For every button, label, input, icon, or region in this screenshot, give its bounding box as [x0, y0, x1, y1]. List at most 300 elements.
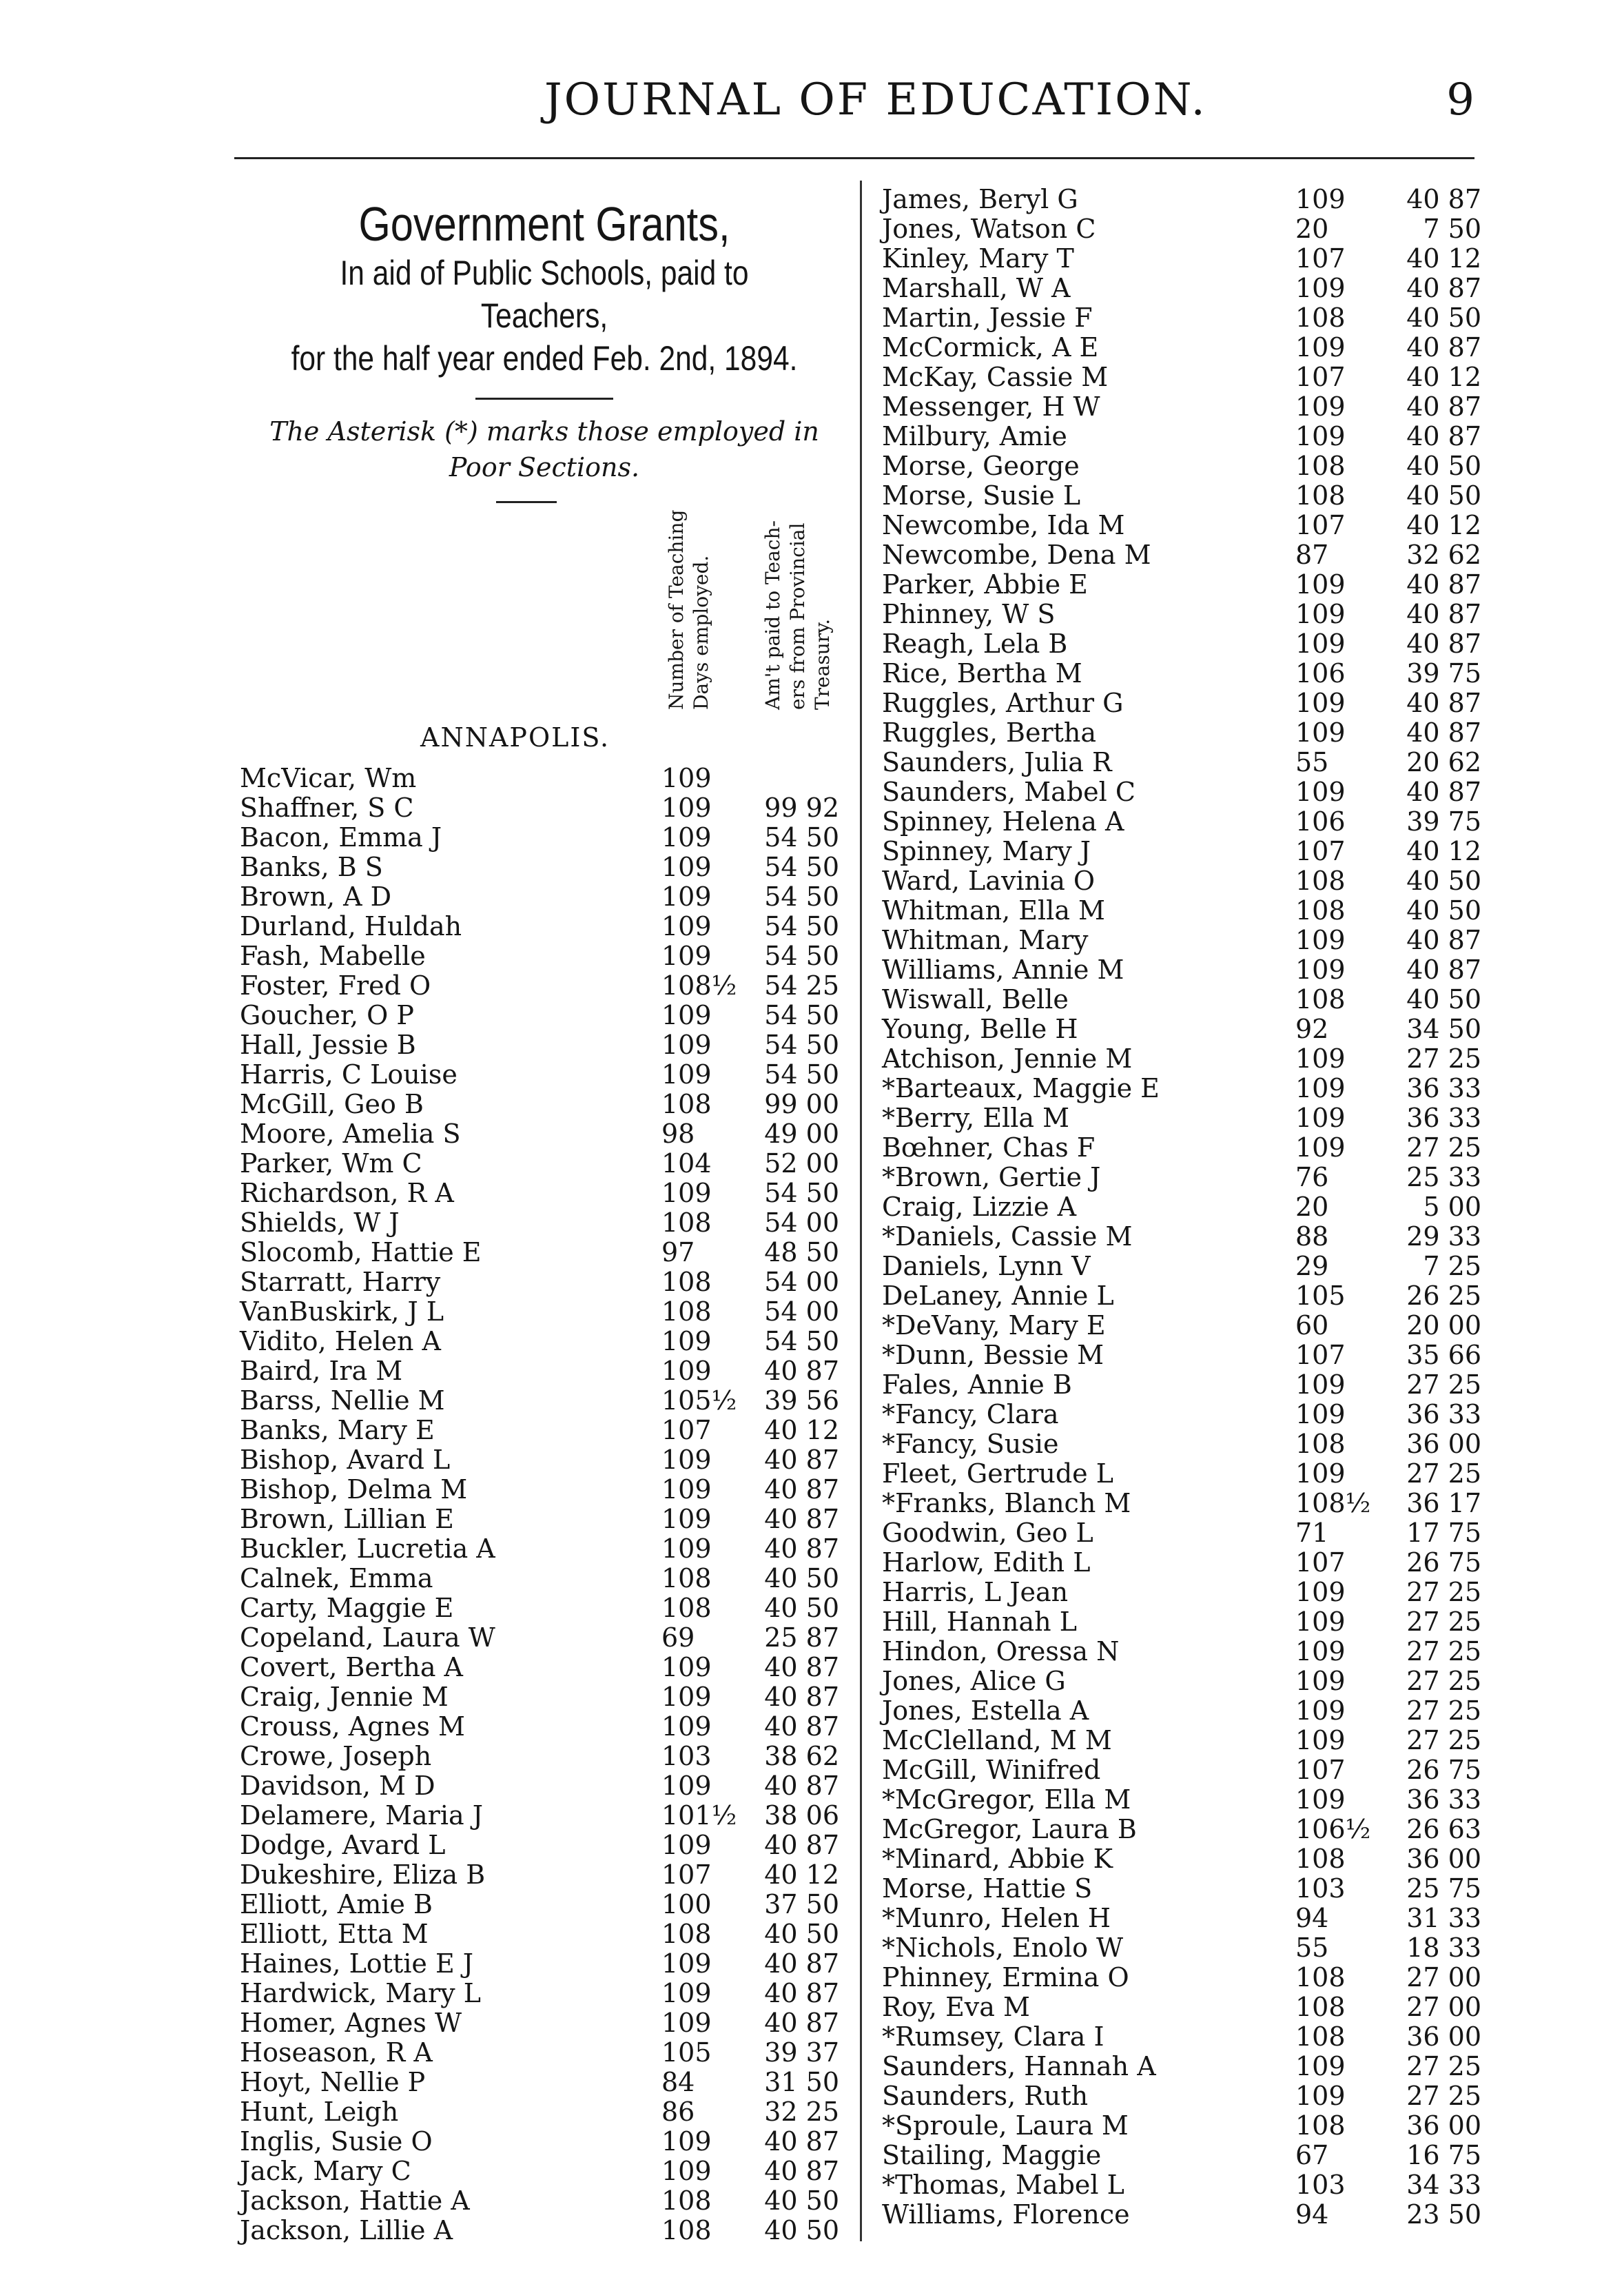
teacher-name: Kinley, Mary T: [882, 243, 1074, 274]
table-row: [882, 303, 1488, 333]
days-employed: 109: [661, 1445, 712, 1475]
days-employed: 109: [1295, 1458, 1346, 1489]
days-employed: 98: [661, 1119, 695, 1149]
amount-paid: 40 50: [764, 1919, 839, 1949]
amount-paid: 40 87: [764, 1652, 839, 1682]
teacher-name: Homer, Agnes W: [240, 2008, 462, 2038]
teacher-name: Harris, L Jean: [882, 1577, 1069, 1607]
amount-paid: 54 25: [764, 970, 839, 1001]
teacher-name: Elliott, Amie B: [240, 1889, 433, 1919]
amount-paid: 20 00: [1406, 1310, 1481, 1341]
teacher-name: Parker, Abbie E: [882, 569, 1088, 600]
days-employed: 109: [661, 793, 712, 823]
teacher-name: McClelland, M M: [882, 1725, 1112, 1755]
teacher-name: *McGregor, Ella M: [882, 1784, 1131, 1815]
amount-paid: 54 50: [764, 881, 839, 912]
days-employed: 108: [661, 1919, 712, 1949]
teacher-name: Goodwin, Geo L: [882, 1518, 1093, 1548]
days-employed: 109: [1295, 777, 1346, 807]
teacher-name: Baird, Ira M: [240, 1356, 403, 1386]
table-row: [882, 1518, 1488, 1548]
header-rule: [234, 157, 1474, 159]
days-employed: 94: [1295, 1903, 1329, 1933]
teacher-name: Spinney, Helena A: [882, 806, 1124, 837]
teacher-name: Harlow, Edith L: [882, 1547, 1091, 1578]
amount-paid: 40 87: [764, 1771, 839, 1801]
amount-paid: 17 75: [1406, 1518, 1481, 1548]
teacher-name: Phinney, W S: [882, 599, 1056, 629]
amount-paid: 36 33: [1406, 1103, 1481, 1133]
amount-paid: 40 87: [764, 1445, 839, 1475]
table-row: [240, 1149, 846, 1179]
table-row: [882, 748, 1488, 777]
days-employed: 20: [1295, 1192, 1329, 1222]
teacher-name: *Fancy, Susie: [882, 1429, 1059, 1459]
teacher-name: DeLaney, Annie L: [882, 1281, 1114, 1311]
teacher-name: Davidson, M D: [240, 1771, 435, 1801]
days-employed: 109: [1295, 1369, 1346, 1400]
asterisk-note-line-2: Poor Sections.: [449, 452, 640, 482]
amount-paid: 40 87: [1406, 777, 1481, 807]
table-row: [882, 1311, 1488, 1341]
amount-paid: 54 00: [764, 1207, 839, 1238]
teacher-name: *DeVany, Mary E: [882, 1310, 1106, 1341]
teacher-name: McGill, Geo B: [240, 1089, 424, 1119]
days-employed: 109: [661, 1356, 712, 1386]
table-row: [882, 1963, 1488, 1993]
table-row: [240, 1564, 846, 1593]
county-heading: ANNAPOLIS.: [420, 722, 610, 753]
amount-paid: 54 50: [764, 1326, 839, 1356]
days-employed: 109: [661, 1059, 712, 1090]
table-row: [882, 2052, 1488, 2081]
table-row: [882, 1578, 1488, 1607]
teacher-name: Whitman, Ella M: [882, 895, 1105, 926]
days-employed: 86: [661, 2097, 695, 2127]
amount-paid: 37 50: [764, 1889, 839, 1919]
days-employed: 109: [1295, 717, 1346, 748]
teacher-name: Elliott, Etta M: [240, 1919, 429, 1949]
days-employed: 92: [1295, 1014, 1329, 1044]
table-row: [882, 274, 1488, 303]
table-row: [882, 1874, 1488, 1904]
teacher-name: Craig, Lizzie A: [882, 1192, 1077, 1222]
teacher-name: Saunders, Mabel C: [882, 777, 1135, 807]
column-divider: [860, 181, 862, 2241]
days-employed: 107: [661, 1415, 712, 1445]
days-employed: 100: [661, 1889, 712, 1919]
days-employed: 109: [1295, 421, 1346, 451]
amount-paid: 7 50: [1423, 214, 1481, 244]
amount-paid: 39 37: [764, 2037, 839, 2068]
teacher-name: Morse, Hattie S: [882, 1873, 1093, 1904]
days-employed: 103: [1295, 2170, 1346, 2200]
teacher-name: Jack, Mary C: [240, 2156, 411, 2186]
teacher-name: Young, Belle H: [882, 1014, 1078, 1044]
days-employed: 109: [661, 941, 712, 971]
amount-paid: 38 06: [764, 1800, 839, 1831]
teacher-name: Copeland, Laura W: [240, 1622, 495, 1653]
table-row: [882, 600, 1488, 629]
teacher-name: Milbury, Amie: [882, 421, 1067, 451]
amount-paid: 49 00: [764, 1119, 839, 1149]
table-row: [882, 1074, 1488, 1103]
table-row: [240, 1030, 846, 1060]
table-row: [882, 333, 1488, 363]
teacher-name: Saunders, Julia R: [882, 747, 1112, 777]
teacher-name: Hill, Hannah L: [882, 1607, 1077, 1637]
amount-paid: 54 50: [764, 1178, 839, 1208]
days-employed: 109: [1295, 955, 1346, 985]
days-employed: 109: [1295, 332, 1346, 363]
amount-paid: 40 87: [1406, 925, 1481, 955]
amount-paid: 7 25: [1423, 1251, 1481, 1281]
teacher-name: *Franks, Blanch M: [882, 1488, 1131, 1518]
table-row: [882, 1904, 1488, 1933]
days-employed: 109: [661, 2126, 712, 2157]
table-row: [240, 1386, 846, 1416]
amount-header-line-2: ers from Provincial: [786, 522, 809, 710]
table-row: [240, 2127, 846, 2157]
table-row: [240, 1060, 846, 1090]
teacher-name: Delamere, Maria J: [240, 1800, 483, 1831]
teacher-name: Roy, Eva M: [882, 1992, 1030, 2022]
amount-paid: 25 75: [1406, 1873, 1481, 1904]
teacher-name: *Rumsey, Clara I: [882, 2021, 1104, 2052]
teacher-name: Hardwick, Mary L: [240, 1978, 481, 2008]
teacher-name: Fleet, Gertrude L: [882, 1458, 1113, 1489]
amount-paid: 34 33: [1406, 2170, 1481, 2200]
amount-paid: 25 33: [1406, 1162, 1481, 1192]
days-employed: 109: [661, 881, 712, 912]
amount-paid: 27 25: [1406, 1636, 1481, 1667]
amount-header-line-1: Am't paid to Teach-: [761, 520, 784, 710]
days-employed: 109: [661, 1682, 712, 1712]
teacher-name: Bacon, Emma J: [240, 822, 442, 853]
amount-paid: 99 92: [764, 793, 839, 823]
days-employed: 94: [1295, 2199, 1329, 2230]
days-employed: 109: [1295, 1103, 1346, 1133]
teacher-name: Ruggles, Arthur G: [882, 688, 1124, 718]
days-employed: 88: [1295, 1221, 1329, 1252]
teacher-name: Covert, Bertha A: [240, 1652, 464, 1682]
amount-paid: 40 87: [1406, 599, 1481, 629]
teacher-name: McCormick, A E: [882, 332, 1099, 363]
amount-paid: 40 87: [764, 1711, 839, 1742]
table-row: [240, 1238, 846, 1267]
teacher-name: McGill, Winifred: [882, 1755, 1101, 1785]
table-row: [240, 1119, 846, 1149]
amount-paid: 36 00: [1406, 1844, 1481, 1874]
table-row: [882, 1400, 1488, 1429]
table-row: [240, 764, 846, 793]
table-row: [240, 1416, 846, 1445]
amount-paid: 26 75: [1406, 1547, 1481, 1578]
days-employed: 29: [1295, 1251, 1329, 1281]
teacher-name: Morse, George: [882, 451, 1080, 481]
amount-paid: 31 33: [1406, 1903, 1481, 1933]
amount-paid: 34 50: [1406, 1014, 1481, 1044]
table-row: [882, 629, 1488, 659]
days-employed: 109: [661, 1978, 712, 2008]
amount-paid: 54 50: [764, 1000, 839, 1030]
teacher-name: Hunt, Leigh: [240, 2097, 399, 2127]
table-row: [882, 1696, 1488, 1726]
days-employed: 109: [1295, 1725, 1346, 1755]
amount-paid: 27 25: [1406, 1577, 1481, 1607]
teacher-name: Jackson, Hattie A: [240, 2185, 470, 2216]
table-row: [882, 2170, 1488, 2200]
teacher-name: Crowe, Joseph: [240, 1741, 432, 1771]
days-employed: 106: [1295, 658, 1346, 689]
table-row: [240, 2038, 846, 2068]
amount-paid: 29 33: [1406, 1221, 1481, 1252]
days-employed: 109: [1295, 1043, 1346, 1074]
days-employed: 109: [661, 1474, 712, 1505]
amount-paid: 27 25: [1406, 1369, 1481, 1400]
amount-paid: 5 00: [1423, 1192, 1481, 1222]
table-row: [882, 955, 1488, 985]
amount-paid: 36 00: [1406, 2021, 1481, 2052]
amount-paid: 54 50: [764, 1030, 839, 1060]
days-employed: 55: [1295, 747, 1329, 777]
amount-paid: 27 25: [1406, 2081, 1481, 2111]
amount-paid: 40 87: [1406, 391, 1481, 422]
table-row: [240, 1267, 846, 1297]
teacher-name: *Fancy, Clara: [882, 1399, 1059, 1429]
teacher-name: *Dunn, Bessie M: [882, 1340, 1104, 1370]
amount-paid: 27 00: [1406, 1992, 1481, 2022]
days-employed: 109: [661, 1030, 712, 1060]
days-employed: 108: [1295, 1844, 1346, 1874]
teacher-name: *Barteaux, Maggie E: [882, 1073, 1160, 1103]
table-row: [882, 1637, 1488, 1667]
days-employed: 109: [661, 1504, 712, 1534]
days-employed: 109: [1295, 1666, 1346, 1696]
teacher-name: Craig, Jennie M: [240, 1682, 449, 1712]
days-employed: 108: [1295, 895, 1346, 926]
table-row: [240, 971, 846, 1001]
running-head: [234, 74, 1474, 134]
amount-paid: 40 12: [764, 1415, 839, 1445]
teacher-name: Shaffner, S C: [240, 793, 414, 823]
table-row: [882, 1222, 1488, 1252]
table-row: [240, 1445, 846, 1475]
teacher-name: Barss, Nellie M: [240, 1385, 445, 1416]
amount-paid: 40 50: [1406, 984, 1481, 1015]
days-employed: 109: [1295, 688, 1346, 718]
table-row: [882, 214, 1488, 244]
days-employed: 108: [1295, 2021, 1346, 2052]
table-row: [882, 896, 1488, 926]
teacher-name: Marshall, W A: [882, 273, 1071, 303]
days-employed: 109: [661, 763, 712, 793]
amount-paid: 40 87: [1406, 421, 1481, 451]
days-employed: 109: [1295, 925, 1346, 955]
table-row: [240, 1653, 846, 1682]
days-employed: 109: [1295, 1132, 1346, 1163]
table-row: [240, 1475, 846, 1505]
table-row: [882, 1252, 1488, 1281]
teacher-name: Durland, Huldah: [240, 911, 462, 941]
days-employed: 109: [1295, 1073, 1346, 1103]
table-row: [240, 1801, 846, 1831]
amount-paid: 40 87: [764, 1830, 839, 1860]
days-employed: 106½: [1295, 1814, 1371, 1844]
table-row: [240, 2157, 846, 2186]
days-employed: 109: [1295, 569, 1346, 600]
amount-paid: 40 87: [764, 2156, 839, 2186]
amount-paid: 40 87: [764, 1682, 839, 1712]
amount-paid: 26 25: [1406, 1281, 1481, 1311]
days-employed: 107: [1295, 1755, 1346, 1785]
table-row: [240, 793, 846, 823]
amount-paid: 40 87: [764, 1474, 839, 1505]
days-employed: 109: [1295, 599, 1346, 629]
short-rule: [496, 501, 557, 503]
table-row: [240, 1208, 846, 1238]
table-row: [240, 1179, 846, 1208]
amount-paid: 27 25: [1406, 1043, 1481, 1074]
days-employed: 109: [661, 1533, 712, 1564]
table-row: [240, 1771, 846, 1801]
table-row: [240, 1593, 846, 1623]
teacher-name: Messenger, H W: [882, 391, 1100, 422]
amount-paid: 26 75: [1406, 1755, 1481, 1785]
table-row: [882, 1726, 1488, 1755]
teacher-name: McKay, Cassie M: [882, 362, 1109, 392]
days-employed: 107: [661, 1859, 712, 1890]
teacher-name: Banks, B S: [240, 852, 383, 882]
teacher-name: Buckler, Lucretia A: [240, 1533, 495, 1564]
table-row: [882, 2081, 1488, 2111]
table-row: [882, 1192, 1488, 1222]
amount-paid: 40 50: [764, 1593, 839, 1623]
amount-paid: 31 50: [764, 2067, 839, 2097]
table-row: [882, 659, 1488, 689]
table-row: [882, 1548, 1488, 1578]
teacher-name: Bishop, Delma M: [240, 1474, 468, 1505]
amount-paid: 32 25: [764, 2097, 839, 2127]
days-employed: 101½: [661, 1800, 737, 1831]
teacher-name: Jones, Watson C: [882, 214, 1096, 244]
table-row: [882, 363, 1488, 392]
teacher-name: Reagh, Lela B: [882, 629, 1068, 659]
amount-paid: 99 00: [764, 1089, 839, 1119]
teacher-name: *Minard, Abbie K: [882, 1844, 1113, 1874]
table-row: [882, 244, 1488, 274]
amount-paid: 40 87: [1406, 184, 1481, 214]
days-employed: 109: [661, 1326, 712, 1356]
days-employed: 109: [1295, 1636, 1346, 1667]
amount-paid: 54 00: [764, 1296, 839, 1327]
days-employed: 105: [661, 2037, 712, 2068]
amount-paid: 54 00: [764, 1267, 839, 1297]
days-employed: 109: [1295, 391, 1346, 422]
table-row: [240, 1623, 846, 1653]
table-row: [882, 422, 1488, 451]
amount-paid: 54 50: [764, 941, 839, 971]
table-row: [882, 1044, 1488, 1074]
table-row: [882, 807, 1488, 837]
days-employed: 84: [661, 2067, 695, 2097]
days-employed: 103: [1295, 1873, 1346, 1904]
title-block: [234, 196, 854, 485]
days-employed: 105½: [661, 1385, 737, 1416]
table-row: [240, 1831, 846, 1860]
teacher-name: Phinney, Ermina O: [882, 1962, 1129, 1993]
amount-paid: 40 87: [1406, 688, 1481, 718]
table-row: [240, 2097, 846, 2127]
days-employed: 60: [1295, 1310, 1329, 1341]
teacher-name: Newcombe, Ida M: [882, 510, 1125, 540]
teacher-name: Jackson, Lillie A: [240, 2215, 453, 2245]
teacher-name: Goucher, O P: [240, 1000, 414, 1030]
teacher-name: Rice, Bertha M: [882, 658, 1082, 689]
subtitle-line-2: for the half year ended Feb. 2nd, 1894.: [291, 339, 798, 378]
days-employed: 109: [1295, 1399, 1346, 1429]
table-row: [882, 2141, 1488, 2170]
title-rule: [475, 398, 613, 400]
table-row: [240, 2216, 846, 2245]
days-employed: 109: [661, 1178, 712, 1208]
amount-paid: 40 87: [1406, 569, 1481, 600]
days-employed: 108: [661, 1563, 712, 1593]
days-employed: 109: [661, 1948, 712, 1979]
table-row: [882, 1607, 1488, 1637]
amount-paid: 39 75: [1406, 658, 1481, 689]
teacher-name: Haines, Lottie E J: [240, 1948, 473, 1979]
amount-paid: 40 50: [1406, 451, 1481, 481]
table-row: [882, 2022, 1488, 2052]
teacher-name: Carty, Maggie E: [240, 1593, 454, 1623]
amount-header-line-3: Treasury.: [811, 618, 834, 710]
teacher-name: Vidito, Helen A: [240, 1326, 441, 1356]
amount-paid: 27 00: [1406, 1962, 1481, 1993]
asterisk-note-line-1: The Asterisk (*) marks those employed in: [269, 416, 819, 447]
days-employed: 109: [661, 1830, 712, 1860]
table-row: [240, 1001, 846, 1030]
table-row: [240, 1090, 846, 1119]
amount-paid: 54 50: [764, 852, 839, 882]
amount-paid: 27 25: [1406, 1695, 1481, 1726]
days-employed: 108: [661, 1296, 712, 1327]
table-row: [240, 2008, 846, 2038]
days-employed: 108: [1295, 1429, 1346, 1459]
amount-paid: 40 87: [764, 1978, 839, 2008]
teacher-name: *Thomas, Mabel L: [882, 2170, 1124, 2200]
table-row: [882, 1370, 1488, 1400]
amount-paid: 54 50: [764, 822, 839, 853]
amount-paid: 40 12: [1406, 510, 1481, 540]
table-row: [882, 718, 1488, 748]
amount-paid: 40 12: [1406, 362, 1481, 392]
amount-paid: 40 50: [764, 1563, 839, 1593]
teacher-name: Wiswall, Belle: [882, 984, 1069, 1015]
table-row: [882, 837, 1488, 866]
table-row: [882, 1489, 1488, 1518]
journal-title: JOURNAL OF EDUCATION.: [544, 74, 1207, 125]
days-employed: 109: [661, 2156, 712, 2186]
teacher-name: Hall, Jessie B: [240, 1030, 416, 1060]
teacher-name: Stailing, Maggie: [882, 2140, 1102, 2170]
amount-paid: 40 87: [764, 2008, 839, 2038]
table-row: [240, 2186, 846, 2216]
teacher-name: Williams, Florence: [882, 2199, 1130, 2230]
amount-paid: 40 87: [1406, 717, 1481, 748]
days-employed: 105: [1295, 1281, 1346, 1311]
subtitle-line-1: In aid of Public Schools, paid to Teachers,: [340, 254, 749, 335]
